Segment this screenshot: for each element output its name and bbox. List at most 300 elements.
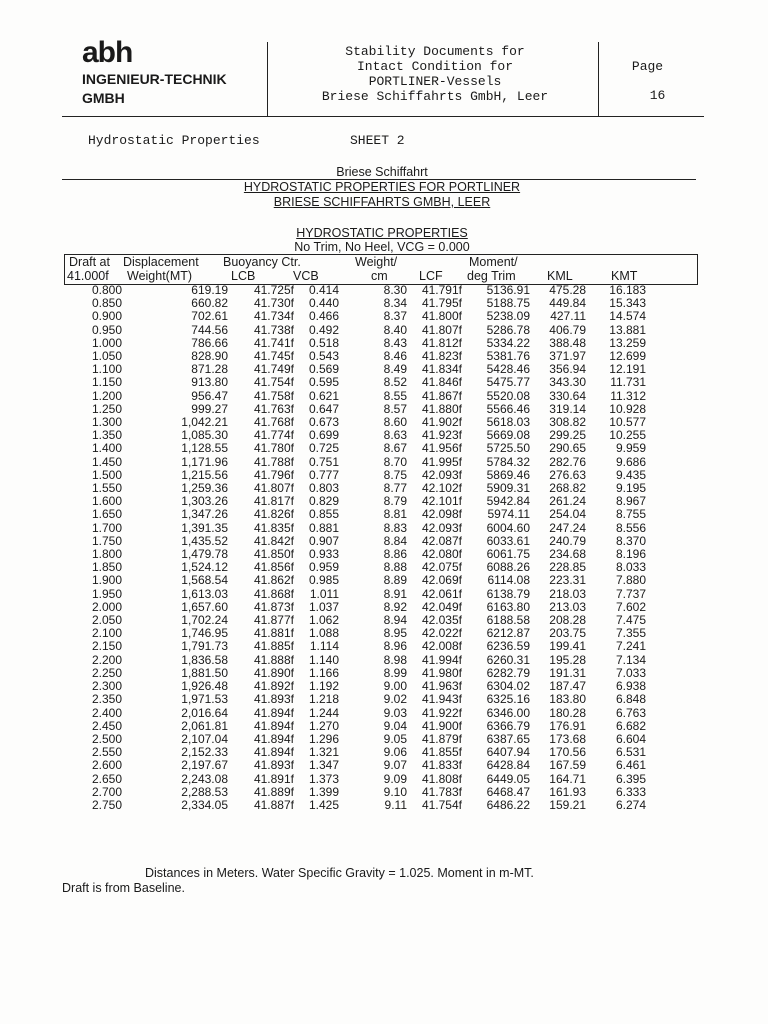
cell-lcf: 41.994f [421,652,462,667]
table-row [64,456,646,469]
cell-lcf: 41.900f [421,718,462,733]
cell-lcb: 41.888f [253,652,294,667]
cell-draft: 1.200 [91,388,122,403]
cell-weight-cm: 8.63 [383,428,407,443]
cell-kmt: 7.355 [615,626,646,641]
cell-vcb: 0.414 [308,283,339,297]
cell-kml: 234.68 [549,547,586,562]
cell-moment-trim: 5520.08 [486,388,530,403]
cell-displacement: 999.27 [191,401,228,416]
cell-vcb: 1.011 [309,586,339,601]
cell-lcb: 41.842f [253,533,294,548]
cell-kmt: 7.134 [615,652,646,667]
cell-lcb: 41.894f [253,745,294,760]
cell-displacement: 2,197.67 [181,758,228,773]
cell-displacement: 1,881.50 [181,665,228,680]
cell-draft: 2.050 [91,613,122,628]
cell-vcb: 0.751 [308,454,339,469]
cell-weight-cm: 8.92 [383,599,407,614]
cell-draft: 2.300 [91,679,122,694]
col-head-lcf: LCF [419,269,443,283]
cell-draft: 2.200 [91,652,122,667]
cell-kml: 187.47 [549,679,586,694]
report-line-2 [62,180,702,194]
cell-vcb: 0.543 [308,349,339,364]
cell-kml: 195.28 [549,652,586,667]
report-line-4-text: HYDROSTATIC PROPERTIES [296,226,468,240]
cell-lcf: 41.995f [421,454,462,469]
cell-kml: 176.91 [549,718,586,733]
cell-lcb: 41.763f [253,401,294,416]
cell-moment-trim: 5136.91 [486,283,530,297]
cell-moment-trim: 5942.84 [486,494,530,509]
cell-lcb: 41.893f [253,692,294,707]
doc-title-line-3: PORTLINER-Vessels [368,74,502,89]
cell-lcb: 41.826f [253,507,294,522]
cell-lcb: 41.730f [253,296,294,311]
cell-weight-cm: 8.30 [383,283,407,297]
cell-moment-trim: 6163.80 [486,599,530,614]
cell-kml: 199.41 [549,639,586,654]
cell-kml: 208.28 [549,613,586,628]
cell-vcb: 0.829 [308,494,339,509]
report-line-1: Briese Schiffahrt [336,165,428,179]
cell-lcf: 42.061f [421,586,462,601]
cell-kml: 268.82 [549,481,586,496]
cell-moment-trim: 6407.94 [486,745,530,760]
cell-moment-trim: 5974.11 [487,507,530,522]
cell-displacement: 828.90 [191,349,228,364]
cell-lcf: 42.075f [421,560,462,575]
cell-moment-trim: 6282.79 [486,665,530,680]
cell-moment-trim: 5334.22 [486,335,530,350]
cell-moment-trim: 6061.75 [486,547,530,562]
cell-weight-cm: 8.88 [383,560,407,575]
cell-kmt: 11.731 [610,375,646,390]
cell-kmt: 6.395 [615,771,646,786]
cell-vcb: 1.140 [308,652,339,667]
table-row [64,693,646,706]
cell-weight-cm: 8.95 [383,626,407,641]
cell-kml: 299.25 [549,428,586,443]
cell-vcb: 0.959 [308,560,339,575]
cell-displacement: 1,391.35 [181,520,228,535]
cell-kml: 356.94 [549,362,586,377]
cell-moment-trim: 5286.78 [486,322,530,337]
cell-weight-cm: 9.03 [383,705,407,720]
cell-kmt: 10.928 [609,401,646,416]
cell-moment-trim: 5188.75 [486,296,530,311]
cell-lcf: 41.834f [421,362,462,377]
section-title: Hydrostatic Properties [88,133,260,148]
company-name [82,70,227,108]
cell-lcf: 42.008f [421,639,462,654]
cell-draft: 2.000 [91,599,122,614]
table-row [64,759,646,772]
cell-lcf: 42.098f [421,507,462,522]
footer-note-baseline: Draft is from Baseline. [62,881,185,895]
cell-kml: 427.11 [550,309,586,324]
cell-displacement: 1,259.36 [181,481,228,496]
page-label: Page [631,59,664,74]
cell-kmt: 8.967 [615,494,646,509]
cell-moment-trim: 6304.02 [486,679,530,694]
report-line-2-text: HYDROSTATIC PROPERTIES FOR PORTLINER [243,180,521,194]
cell-weight-cm: 9.10 [383,784,407,799]
cell-vcb: 0.907 [308,533,339,548]
cell-kml: 343.30 [549,375,586,390]
cell-weight-cm: 8.77 [383,481,407,496]
cell-weight-cm: 9.11 [384,797,407,812]
header-bottom-rule [62,116,704,117]
company-line-2: GMBH [82,90,125,106]
cell-lcf: 42.035f [421,613,462,628]
cell-moment-trim: 6088.26 [486,560,530,575]
cell-displacement: 1,215.56 [181,467,228,482]
cell-lcb: 41.868f [253,586,294,601]
cell-vcb: 1.296 [308,731,339,746]
table-row [64,786,646,799]
cell-draft: 0.950 [91,322,122,337]
cell-kml: 388.48 [549,335,586,350]
cell-draft: 1.050 [91,349,122,364]
cell-weight-cm: 8.46 [383,349,407,364]
cell-displacement: 660.82 [191,296,228,311]
cell-kmt: 9.686 [615,454,646,469]
cell-draft: 2.100 [91,626,122,641]
cell-weight-cm: 8.94 [383,613,407,628]
cell-lcf: 41.879f [421,731,462,746]
cell-lcf: 41.922f [421,705,462,720]
cell-kmt: 8.755 [615,507,646,522]
cell-kml: 319.14 [549,401,586,416]
cell-lcb: 41.780f [253,441,294,456]
cell-displacement: 1,042.21 [181,415,228,430]
col-head-kml: KML [547,269,573,283]
cell-lcf: 42.080f [421,547,462,562]
cell-moment-trim: 5784.32 [486,454,530,469]
cell-moment-trim: 5238.09 [486,309,530,324]
cell-kmt: 7.880 [615,573,646,588]
cell-vcb: 1.062 [308,613,339,628]
cell-weight-cm: 8.81 [383,507,407,522]
cell-kml: 254.04 [549,507,586,522]
cell-draft: 1.950 [91,586,122,601]
cell-kml: 170.56 [549,745,586,760]
cell-kmt: 8.033 [615,560,646,575]
table-row [64,640,646,653]
cell-lcb: 41.894f [253,718,294,733]
cell-weight-cm: 9.05 [383,731,407,746]
cell-lcf: 41.833f [421,758,462,773]
cell-moment-trim: 6346.00 [486,705,530,720]
col-head-weight: Weight/ [355,255,398,269]
cell-moment-trim: 6366.79 [486,718,530,733]
cell-weight-cm: 8.89 [383,573,407,588]
cell-lcf: 42.093f [421,467,462,482]
cell-lcb: 41.885f [253,639,294,654]
col-head-weight-mt: Weight(MT) [127,269,193,283]
cell-displacement: 913.80 [191,375,228,390]
cell-weight-cm: 9.07 [383,758,407,773]
cell-vcb: 1.399 [308,784,339,799]
cell-vcb: 0.803 [308,481,339,496]
cell-kml: 159.21 [549,797,586,812]
cell-moment-trim: 5669.08 [486,428,530,443]
cell-lcb: 41.850f [253,547,294,562]
cell-weight-cm: 8.37 [383,309,407,324]
cell-vcb: 0.621 [308,388,339,403]
cell-lcb: 41.738f [253,322,294,337]
table-row [64,390,646,403]
cell-displacement: 702.61 [191,309,228,324]
cell-weight-cm: 8.79 [383,494,407,509]
cell-kmt: 7.737 [615,586,646,601]
cell-kmt: 6.682 [615,718,646,733]
cell-vcb: 0.492 [308,322,339,337]
cell-draft: 1.400 [91,441,122,456]
cell-lcb: 41.892f [253,679,294,694]
cell-vcb: 0.569 [308,362,339,377]
cell-kml: 475.28 [549,283,586,297]
cell-draft: 1.500 [91,467,122,482]
cell-displacement: 956.47 [191,388,228,403]
cell-moment-trim: 5381.76 [486,349,530,364]
cell-kmt: 7.033 [615,665,646,680]
table-row [64,773,646,786]
company-line-1: INGENIEUR-TECHNIK [82,71,227,87]
col-head-displacement: Displacement [123,255,199,269]
cell-draft: 1.850 [91,560,122,575]
page-number: 16 [649,88,666,103]
cell-kml: 240.79 [549,533,586,548]
cell-moment-trim: 6033.61 [486,533,530,548]
cell-kml: 449.84 [549,296,586,311]
cell-lcf: 42.069f [421,573,462,588]
cell-lcb: 41.796f [253,467,294,482]
cell-draft: 1.300 [91,415,122,430]
cell-lcb: 41.788f [253,454,294,469]
cell-moment-trim: 6449.05 [486,771,530,786]
cell-lcf: 41.783f [421,784,462,799]
cell-kmt: 9.959 [615,441,646,456]
cell-weight-cm: 8.70 [383,454,407,469]
header-divider-left [267,42,268,116]
cell-draft: 1.150 [91,375,122,390]
cell-displacement: 1,347.26 [181,507,228,522]
cell-lcb: 41.754f [253,375,294,390]
cell-lcf: 41.956f [421,441,462,456]
cell-vcb: 1.218 [308,692,339,707]
cell-lcb: 41.890f [253,665,294,680]
cell-displacement: 1,435.52 [181,533,228,548]
cell-lcf: 41.754f [421,797,462,812]
table-row [64,588,646,601]
table-row [64,310,646,323]
table-row [64,442,646,455]
cell-weight-cm: 9.00 [383,679,407,694]
table-row [64,720,646,733]
cell-displacement: 1,128.55 [181,441,228,456]
cell-kml: 406.79 [549,322,586,337]
cell-lcb: 41.807f [253,481,294,496]
cell-lcf: 41.943f [421,692,462,707]
cell-kmt: 6.938 [615,679,646,694]
cell-moment-trim: 6004.60 [486,520,530,535]
cell-kmt: 10.255 [609,428,646,443]
cell-draft: 2.250 [91,665,122,680]
cell-draft: 1.000 [91,335,122,350]
cell-weight-cm: 8.98 [383,652,407,667]
cell-vcb: 1.347 [308,758,339,773]
cell-moment-trim: 5909.31 [486,481,530,496]
cell-weight-cm: 9.09 [383,771,407,786]
cell-kmt: 6.604 [615,731,646,746]
col-head-buoyancy-ctr: Buoyancy Ctr. [223,255,301,269]
doc-title-line-1: Stability Documents for [345,44,525,59]
cell-lcf: 42.102f [421,481,462,496]
cell-lcb: 41.873f [253,599,294,614]
cell-kml: 261.24 [549,494,586,509]
document-title [270,44,600,104]
cell-draft: 2.500 [91,731,122,746]
cell-kmt: 9.195 [615,481,646,496]
cell-vcb: 1.321 [308,745,339,760]
cell-displacement: 1,657.60 [181,599,228,614]
cell-draft: 2.700 [91,784,122,799]
cell-vcb: 0.440 [308,296,339,311]
footer-note-units: Distances in Meters. Water Specific Gravity = 1.025. Moment in m-MT. [145,866,534,880]
cell-moment-trim: 6325.16 [486,692,530,707]
cell-displacement: 1,791.73 [181,639,228,654]
cell-vcb: 0.673 [308,415,339,430]
cell-draft: 1.100 [91,362,122,377]
cell-displacement: 1,926.48 [181,679,228,694]
cell-kmt: 12.191 [609,362,646,377]
cell-kml: 191.31 [549,665,586,680]
cell-draft: 1.750 [91,533,122,548]
cell-vcb: 1.166 [308,665,339,680]
cell-draft: 2.750 [91,797,122,812]
cell-displacement: 1,746.95 [181,626,228,641]
cell-weight-cm: 8.67 [383,441,407,456]
cell-lcf: 41.867f [421,388,462,403]
table-row [64,376,646,389]
cell-displacement: 1,836.58 [181,652,228,667]
cell-moment-trim: 5566.46 [486,401,530,416]
cell-kmt: 7.241 [615,639,646,654]
cell-vcb: 0.595 [308,375,339,390]
cell-moment-trim: 6236.59 [486,639,530,654]
cell-vcb: 1.244 [308,705,339,720]
cell-lcf: 41.855f [421,745,462,760]
cell-displacement: 871.28 [191,362,228,377]
cell-vcb: 1.270 [308,718,339,733]
cell-moment-trim: 6138.79 [486,586,530,601]
cell-moment-trim: 5428.46 [486,362,530,377]
cell-moment-trim: 5618.03 [486,415,530,430]
cell-vcb: 1.425 [308,797,339,812]
cell-lcf: 41.823f [421,349,462,364]
col-head-vcb: VCB [293,269,319,283]
cell-lcf: 41.846f [421,375,462,390]
cell-kmt: 13.881 [609,322,646,337]
cell-displacement: 1,971.53 [181,692,228,707]
cell-weight-cm: 9.04 [383,718,407,733]
cell-draft: 1.550 [91,481,122,496]
cell-kmt: 6.333 [615,784,646,799]
report-line-3 [62,195,702,209]
cell-lcf: 41.963f [421,679,462,694]
cell-kml: 173.68 [549,731,586,746]
cell-lcb: 41.889f [253,784,294,799]
cell-vcb: 1.114 [309,639,339,654]
cell-lcb: 41.768f [253,415,294,430]
cell-displacement: 619.19 [191,283,228,297]
cell-draft: 2.650 [91,771,122,786]
cell-draft: 1.700 [91,520,122,535]
cell-lcf: 42.087f [421,533,462,548]
cell-kml: 167.59 [549,758,586,773]
cell-draft: 1.250 [91,401,122,416]
cell-displacement: 1,613.03 [181,586,228,601]
cell-weight-cm: 8.99 [383,665,407,680]
cell-draft: 0.800 [91,283,122,297]
cell-lcb: 41.725f [253,283,294,297]
cell-kmt: 6.274 [615,797,646,812]
cell-vcb: 0.647 [308,401,339,416]
table-header [64,254,698,285]
cell-displacement: 1,085.30 [181,428,228,443]
cell-vcb: 0.725 [308,441,339,456]
table-row [64,508,646,521]
cell-lcb: 41.774f [253,428,294,443]
cell-draft: 1.650 [91,507,122,522]
cell-kml: 223.31 [549,573,586,588]
cell-displacement: 1,303.26 [181,494,228,509]
cell-draft: 1.350 [91,428,122,443]
cell-kmt: 16.183 [609,283,646,297]
cell-draft: 1.450 [91,454,122,469]
cell-kml: 228.85 [549,560,586,575]
cell-vcb: 0.518 [308,335,339,350]
cell-vcb: 0.855 [308,507,339,522]
table-row [64,707,646,720]
table-row [64,522,646,535]
cell-kmt: 13.259 [609,335,646,350]
col-head-lcb: LCB [231,269,256,283]
cell-kmt: 7.475 [615,613,646,628]
cell-lcf: 41.795f [421,296,462,311]
report-line-5: No Trim, No Heel, VCG = 0.000 [294,240,470,254]
cell-lcf: 41.807f [421,322,462,337]
cell-lcb: 41.893f [253,758,294,773]
cell-kml: 180.28 [549,705,586,720]
cell-lcb: 41.891f [253,771,294,786]
cell-displacement: 1,568.54 [181,573,228,588]
cell-moment-trim: 6428.84 [486,758,530,773]
cell-lcf: 42.049f [421,599,462,614]
cell-weight-cm: 9.02 [383,692,407,707]
cell-draft: 2.400 [91,705,122,720]
cell-moment-trim: 6468.47 [486,784,530,799]
cell-weight-cm: 8.84 [383,533,407,548]
cell-kmt: 12.699 [609,349,646,364]
cell-draft: 2.350 [91,692,122,707]
cell-displacement: 2,243.08 [181,771,228,786]
cell-lcb: 41.894f [253,705,294,720]
cell-kmt: 14.574 [609,309,646,324]
